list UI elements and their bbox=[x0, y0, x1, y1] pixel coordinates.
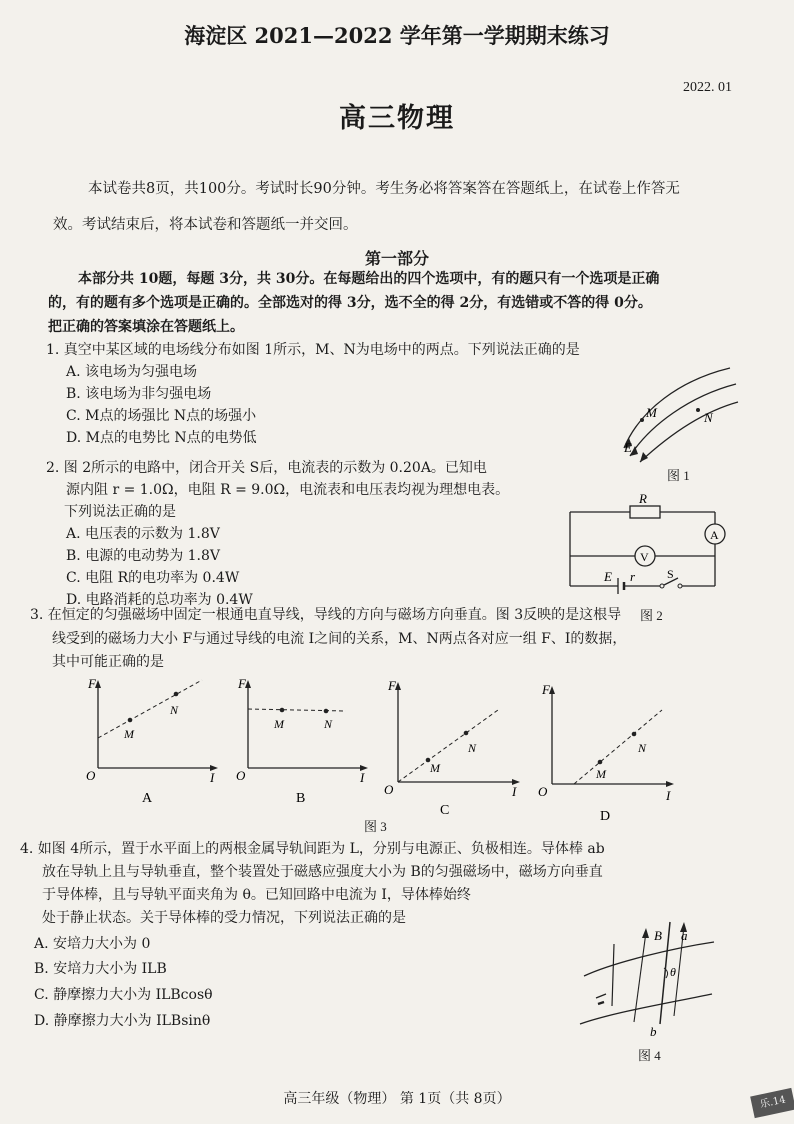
q2-option-a: A. 电压表的示数为 1.8V bbox=[66, 526, 220, 542]
fig4-label-b: B bbox=[654, 928, 662, 943]
figure-4-rails bbox=[574, 912, 724, 1044]
graph-c-point-n: N bbox=[468, 741, 477, 755]
exam-header-title: 海淀区 2021—2022 学年第一学期期末练习 bbox=[184, 23, 610, 48]
graph-b-axis-f: F bbox=[238, 676, 246, 691]
figure-2-circuit bbox=[560, 492, 740, 600]
q3-stem-1: 3. 在恒定的匀强磁场中固定一根通电直导线，导线的方向与磁场方向垂直。图 3反映的是这根导 bbox=[30, 607, 622, 623]
fig1-label-m: M bbox=[646, 405, 657, 420]
graph-d-axis-f: F bbox=[542, 682, 550, 697]
q4-option-b: B. 安培力大小为 ILB bbox=[34, 961, 167, 977]
graph-a-letter: A bbox=[142, 791, 153, 806]
q2-stem-1: 2. 图 2所示的电路中，闭合开关 S后，电流表的示数为 0.20A。已知电 bbox=[46, 460, 487, 476]
graph-c-point-m: M bbox=[430, 761, 440, 775]
graph-b-origin: O bbox=[236, 768, 246, 783]
q1-option-a: A. 该电场为匀强电场 bbox=[66, 364, 198, 380]
fig2-ammeter-label: A bbox=[710, 528, 719, 542]
q2-option-b: B. 电源的电动势为 1.8V bbox=[66, 548, 221, 564]
q4-stem-3: 于导体棒，且与导轨平面夹角为 θ。已知回路中电流为 I，导体棒始终 bbox=[42, 887, 471, 903]
fig4-label-b-end: b bbox=[650, 1024, 657, 1039]
part-desc-1: 本部分共 10题，每题 3分，共 30分。在每题给出的四个选项中，有的题只有一个选项是正确 bbox=[78, 271, 660, 287]
fig4-label-theta: θ bbox=[670, 965, 676, 979]
fig1-label-n: N bbox=[704, 410, 713, 425]
q1-stem: 1. 真空中某区域的电场线分布如图 1所示，M、N为电场中的两点。下列说法正确的是 bbox=[46, 342, 580, 358]
q2-option-d: D. 电路消耗的总功率为 0.4W bbox=[66, 592, 253, 608]
fig4-label-a: a bbox=[681, 928, 688, 943]
graph-c-letter: C bbox=[440, 803, 450, 818]
figure-4-caption: 图 4 bbox=[638, 1048, 661, 1063]
graph-d-letter: D bbox=[600, 809, 611, 824]
graph-a-point-n: N bbox=[170, 703, 179, 717]
graph-d-origin: O bbox=[538, 784, 548, 799]
fig1-label-e: E bbox=[624, 440, 632, 455]
fig2-label-r-small: r bbox=[630, 569, 636, 584]
q1-option-d: D. M点的电势比 N点的电势低 bbox=[66, 430, 257, 446]
q2-option-c: C. 电阻 R的电功率为 0.4W bbox=[66, 570, 240, 586]
fig2-label-s: S bbox=[667, 567, 674, 581]
q4-stem-2: 放在导轨上且与导轨垂直，整个装置处于磁感应强度大小为 B的匀强磁场中，磁场方向垂直 bbox=[42, 864, 603, 880]
graph-a-point-m: M bbox=[124, 727, 134, 741]
corner-stamp: 乐.14 bbox=[750, 1088, 794, 1118]
graph-a-origin: O bbox=[86, 768, 96, 783]
q4-option-d: D. 静摩擦力大小为 ILBsinθ bbox=[34, 1013, 211, 1029]
graph-d-point-m: M bbox=[596, 767, 606, 781]
graph-a bbox=[84, 676, 224, 806]
q1-option-c: C. M点的场强比 N点的场强小 bbox=[66, 408, 257, 424]
graph-b-point-m: M bbox=[274, 717, 284, 731]
q4-stem-1: 4. 如图 4所示，置于水平面上的两根金属导轨间距为 L，分别与电源正、负极相连。导体棒 ab bbox=[20, 841, 605, 857]
graph-b-point-n: N bbox=[324, 717, 333, 731]
part-title: 第一部分 bbox=[364, 249, 429, 268]
fig2-voltmeter-label: V bbox=[640, 550, 649, 564]
graph-a-axis-f: F bbox=[88, 676, 96, 691]
q2-stem-3: 下列说法正确的是 bbox=[64, 504, 176, 520]
graph-a-axis-i: I bbox=[210, 770, 215, 785]
part-desc-2: 的，有的题有多个选项是正确的。全部选对的得 3分，选不全的得 2分，有选错或不答的得 0分。 bbox=[48, 295, 652, 311]
q2-stem-2: 源内阻 r = 1.0Ω，电阻 R = 9.0Ω，电流表和电压表均视为理想电表。 bbox=[66, 482, 510, 498]
q4-stem-4: 处于静止状态。关于导体棒的受力情况，下列说法正确的是 bbox=[42, 910, 406, 926]
graph-d-axis-i: I bbox=[666, 788, 671, 803]
q4-option-c: C. 静摩擦力大小为 ILBcosθ bbox=[34, 987, 213, 1003]
graph-c bbox=[384, 676, 534, 821]
figure-1-caption: 图 1 bbox=[667, 468, 690, 483]
fig2-label-e: E bbox=[604, 569, 612, 584]
graph-b-axis-i: I bbox=[360, 770, 365, 785]
graph-d-point-n: N bbox=[638, 741, 647, 755]
part-desc-3: 把正确的答案填涂在答题纸上。 bbox=[48, 319, 244, 335]
intro-line-1: 本试卷共8页，共100分。考试时长90分钟。考生务必将答案答在答题纸上，在试卷上作答无 bbox=[88, 181, 680, 197]
q3-stem-3: 其中可能正确的是 bbox=[52, 654, 164, 670]
graph-d bbox=[538, 680, 688, 825]
page-footer: 高三年级（物理） 第 1页（共 8页） bbox=[283, 1091, 511, 1107]
q1-option-b: B. 该电场为非匀强电场 bbox=[66, 386, 212, 402]
graph-b-letter: B bbox=[296, 791, 306, 806]
q3-stem-2: 线受到的磁场力大小 F与通过导线的电流 I之间的关系，M、N两点各对应一组 F、I的数据， bbox=[52, 631, 627, 647]
graph-c-axis-i: I bbox=[512, 784, 517, 799]
graph-c-axis-f: F bbox=[388, 678, 396, 693]
graph-c-origin: O bbox=[384, 782, 394, 797]
exam-date: 2022. 01 bbox=[683, 80, 732, 95]
fig2-label-r: R bbox=[639, 492, 647, 506]
figure-2-caption: 图 2 bbox=[640, 608, 663, 623]
figure-3-caption: 图 3 bbox=[364, 819, 387, 834]
exam-subject: 高三物理 bbox=[339, 103, 455, 134]
graph-b bbox=[234, 676, 374, 806]
q4-option-a: A. 安培力大小为 0 bbox=[34, 936, 151, 952]
intro-line-2: 效。考试结束后，将本试卷和答题纸一并交回。 bbox=[53, 217, 358, 233]
